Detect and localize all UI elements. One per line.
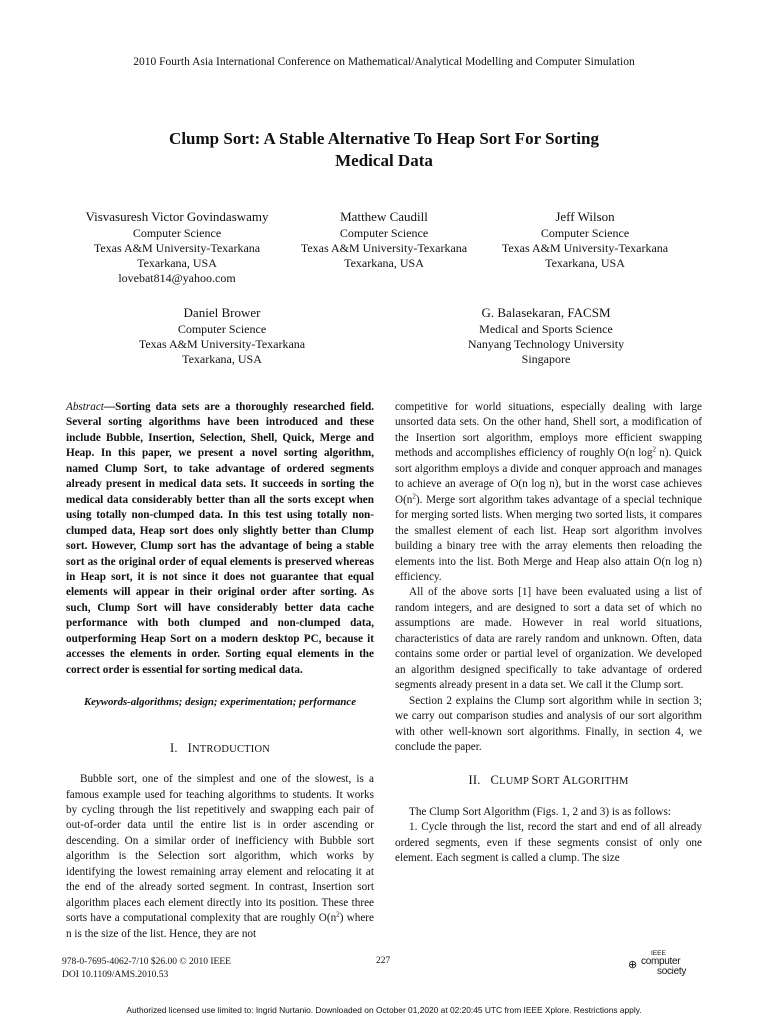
author-dept: Computer Science (339, 226, 429, 240)
paragraph-algorithm-intro: The Clump Sort Algorithm (Figs. 1, 2 and 3) is as follows: (409, 805, 671, 818)
paragraph-step-1: 1. Cycle through the list, record the start and end of all already ordered segments, even if these segments consist of only one element. Each segment is called a clump. The size (395, 821, 702, 865)
author-org: Nanyang Technology University (467, 337, 625, 351)
intro-text-b: ) where n is the size of the list. Hence, they are not (66, 912, 374, 940)
abstract-label: Abstract (66, 401, 104, 413)
abstract-dash: — (103, 401, 116, 413)
author-org: Texas A&M University-Texarkana (300, 241, 468, 255)
logo-computer-text: computer (641, 956, 681, 967)
para-text-a: competitive for world situations, especially dealing with large unsorted data sets. On the other hand, Shell sort, a modification of the Insertion sort algorithm, employs more efficient swapping methods and accomplishes efficiency of roughly O(n log (395, 401, 702, 460)
logo-ieee-text: IEEE (651, 950, 666, 957)
author-name: G. Balasekaran, FACSM (481, 305, 611, 320)
intro-text-a: Bubble sort, one of the simplest and one of the slowest, is a famous example used for teaching algorithms to students. It works by cycling through the list repetitively and swapping each pair of out-of-order data until the entire list is in order ascending or descending. On a similar order of inefficiency with Bubble sort algorithm is the Selection sort algorithm, which works by identifying the lowest remaining array element and relocating it at the end of the already sorted segment. In contrast, Insertion sort algorithm places each element directly into its position. These three sorts have a computational complexity that are roughly O(n (66, 773, 374, 925)
right-column (395, 400, 702, 867)
author-block-5 (436, 304, 656, 367)
sc-ort: ORT (538, 776, 563, 788)
sc-lump: LUMP (499, 776, 532, 788)
intro-superscript: 2 (336, 910, 340, 919)
author-name: Visvasuresh Victor Govindaswamy (85, 209, 269, 224)
author-dept: Computer Science (132, 226, 222, 240)
author-block-3 (452, 208, 718, 271)
paragraph-sorts (395, 400, 702, 585)
author-name: Matthew Caudill (340, 209, 428, 224)
intro-paragraph (66, 772, 374, 942)
paper-title (84, 128, 684, 172)
logo-society-text: society (657, 966, 687, 977)
abstract-text: Sorting data sets are a thoroughly researched field. Several sorting algorithms have been introduced and these include Bubble, Insertion, Selection, Shell, Quick, Merge and Heap. In this paper, we present a novel sorting algorithm, named Clump Sort, to take advantage of ordered segments already present in medical data sets. It succeeds in sorting the medical data considerably better than all the sorts except when using totally non-clumped data. In this test using totally non-clumped data, Heap sort does only slightly better than Clump sort. However, Clump sort has the advantage of being a stable sort as the original order of equal elements is preserved whereas in Heap sort, it is not since it does not guarantee that equal elements will appear in their original order after sorting. As such, Clump Sort will have considerably better data cache performance with both clumped and non-clumped data, outperforming Heap Sort on a modern desktop PC, because it accesses the elements in order. Sorting equal elements in the correct order is essential for sorting medical data. (66, 401, 374, 676)
footer-doi: DOI 10.1109/AMS.2010.53 (62, 970, 169, 980)
author-dept: Computer Science (177, 322, 267, 336)
author-name: Daniel Brower (183, 305, 261, 320)
superscript-2: 2 (412, 491, 416, 500)
conference-header: 2010 Fourth Asia International Conference on Mathematical/Analytical Modelling and Computer Simulation (133, 56, 635, 68)
author-name: Jeff Wilson (555, 209, 615, 224)
author-org: Texas A&M University-Texarkana (93, 241, 261, 255)
superscript-1: 2 (652, 445, 656, 454)
author-city: Singapore (521, 352, 571, 366)
section-number: I. (169, 740, 178, 755)
author-city: Texarkana, USA (137, 256, 217, 270)
sc-lgorithm: LGORITHM (571, 776, 629, 788)
author-city: Texarkana, USA (182, 352, 262, 366)
para-text-b: n). Quick sort algorithm employs a divide and conquer approach and manages to achieve an average of O(n log n), but in the worst case achieves O(n (395, 447, 702, 506)
cap-a: A (562, 773, 572, 788)
abstract (66, 400, 374, 678)
cap-s: S (531, 773, 539, 788)
ieee-computer-society-logo (628, 950, 718, 980)
section-heading-introduction (66, 741, 374, 757)
paragraph-random: All of the above sorts [1] have been evaluated using a list of random integers, and are designed to sort a data set of which no assumptions are made. However in real world situations, characteristics of data are rarely random and unknown. Often, data contains some order or partial level of organization. We developed an algorithm designed specifically to take advantage of ordered segments already present in a data set. We call it the Clump sort. (395, 586, 702, 692)
footer-isbn: 978-0-7695-4062-7/10 $26.00 © 2010 IEEE (62, 957, 231, 967)
author-dept: Computer Science (540, 226, 630, 240)
title-line-2: Medical Data (335, 151, 433, 170)
computer-society-icon: ⊕ (628, 958, 638, 971)
page-number: 227 (376, 956, 391, 966)
keywords: Keywords-algorithms; design; experimentation; performance (83, 696, 356, 709)
section-heading-clump-sort (395, 773, 702, 789)
author-org: Texas A&M University-Texarkana (501, 241, 669, 255)
license-notice: Authorized licensed use limited to: Ingrid Nurtanio. Downloaded on October 01,2020 at 02:20:45 UTC from IEEE Xplore. Restrictions apply. (126, 1005, 642, 1015)
author-block-4 (112, 304, 332, 367)
author-city: Texarkana, USA (545, 256, 625, 270)
author-email[interactable]: lovebat814@yahoo.com (118, 271, 236, 285)
title-line-1: Clump Sort: A Stable Alternative To Heap Sort For Sorting (169, 129, 599, 148)
para-text-c: ). Merge sort algorithm takes advantage of a special technique for merging sorted lists. When merging two sorted lists, it compares the smallest element of each list. Heap sort algorithm involves building a binary tree with the array elements then reloading the elements into the list. Both Merge and Heap also attain O(n log n) efficiency. (395, 493, 702, 583)
paragraph-sections: Section 2 explains the Clump sort algorithm while in section 3; we carry out comparison studies and analysis of our sort algorithm with other well-known sort algorithms. Finally, in section 4, we conclude the paper. (395, 694, 702, 753)
section-initial: I (187, 740, 193, 755)
section-number: II. (468, 773, 481, 788)
footer-info (62, 956, 231, 982)
section-rest: NTRODUCTION (192, 743, 271, 755)
author-city: Texarkana, USA (344, 256, 424, 270)
author-org: Texas A&M University-Texarkana (138, 337, 306, 351)
author-dept: Medical and Sports Science (479, 322, 613, 336)
left-column (66, 400, 374, 942)
cap-c: C (490, 773, 500, 788)
